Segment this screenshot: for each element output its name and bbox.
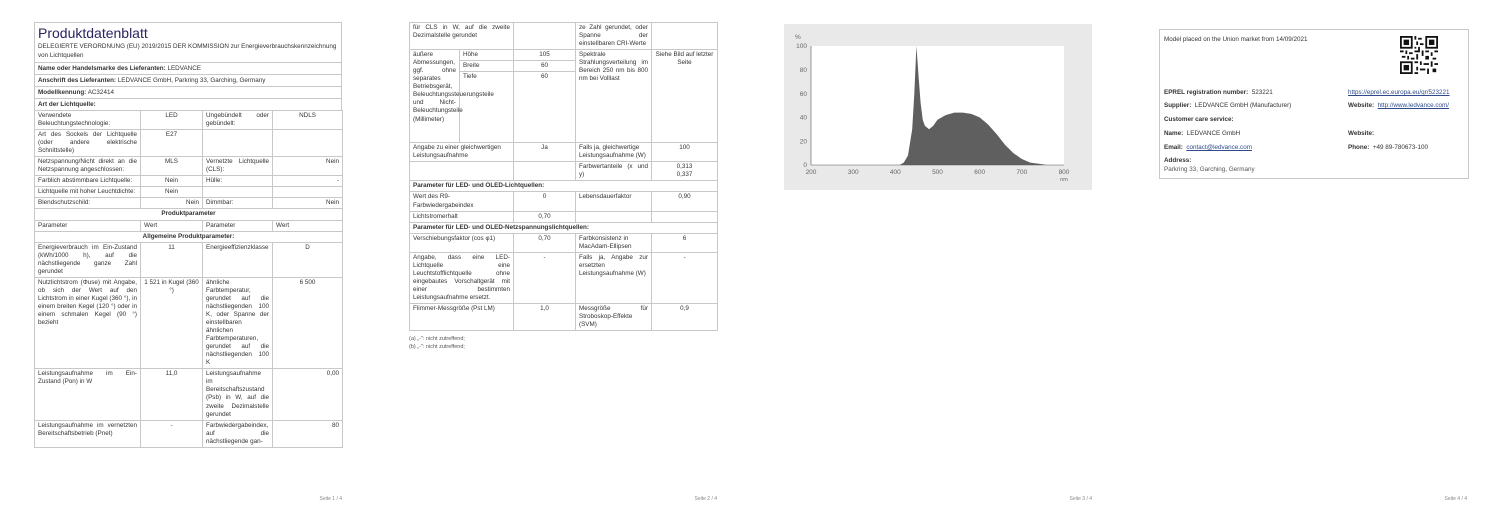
brand-label: Name oder Handelsmarke des Lieferanten: xyxy=(38,65,166,72)
datasheet-page-2 xyxy=(409,22,717,352)
table-row xyxy=(410,192,718,211)
spectral-distribution-chart xyxy=(784,24,1092,190)
cell: ähnliche Farbtemperatur, gerundet auf die nächstliegenden 100 K, oder Spanne der einstellbaren ähnlichen Farbtemperaturen, gerundet auf die nächstliegenden 100 K xyxy=(203,277,273,369)
phone-row xyxy=(1348,144,1428,151)
cell: 0,70 xyxy=(514,211,576,222)
cell: - xyxy=(273,176,343,187)
cell: NDLS xyxy=(273,111,343,130)
table-row xyxy=(35,187,343,198)
spectrum-chart-box xyxy=(784,24,1092,190)
address-label: Anschrift des Lieferanten: xyxy=(38,77,117,84)
cell: Farbkonsistenz in MacAdam-Ellipsen xyxy=(576,233,652,252)
type-label: Art der Lichtquelle: xyxy=(38,101,96,108)
dimensions-label: äußere Abmessungen, ggf. ohne separates Betriebsgerät, Beleuchtungssteuerungsteile und Nicht-Beleuchtungsteile (Millimeter) xyxy=(410,50,460,143)
title-box xyxy=(34,22,342,62)
table-row xyxy=(35,111,343,130)
table-row xyxy=(410,50,718,61)
phone-value: +49 89-780673-100 xyxy=(1372,144,1428,151)
website-row xyxy=(1348,102,1449,109)
cell: Farblich abstimmbare Lichtquelle: xyxy=(35,176,141,187)
customer-care-label: Customer care service: xyxy=(1164,116,1234,123)
name-value: LEDVANCE GmbH xyxy=(1186,130,1241,137)
cell: 1,0 xyxy=(514,304,576,331)
cell: Verschiebungsfaktor (cos φ1) xyxy=(410,233,514,252)
cell xyxy=(514,23,576,50)
model-row xyxy=(34,86,342,98)
y-tick-label: 80 xyxy=(799,67,807,74)
cell: Leistungsaufnahme im Ein-Zustand (Pon) in W xyxy=(35,369,141,420)
column-header: Parameter xyxy=(203,220,273,231)
cell: Höhe xyxy=(460,50,514,61)
x-tick-label: 700 xyxy=(1016,169,1028,176)
cell: Farbwiedergabeindex, auf die nächstliegende gan- xyxy=(203,420,273,447)
cell xyxy=(514,162,576,181)
cell: Energieeffizienzklasse xyxy=(203,242,273,277)
cell: Messgröße für Stroboskop-Effekte (SVM) xyxy=(576,304,652,331)
cell: Lichtquelle mit hoher Leuchtdichte: xyxy=(35,187,141,198)
cell: Falls ja, Angabe zur ersetzten Leistungsaufnahme (W) xyxy=(576,252,652,303)
cell: Wert des R9-Farbwiedergabeindex xyxy=(410,192,514,211)
cell: 60 xyxy=(514,61,576,72)
section-header-row xyxy=(410,222,718,233)
union-market-text: Model placed on the Union market from 14/09/2021 xyxy=(1164,36,1308,43)
cell: Falls ja, gleichwertige Leistungsaufnahme (W) xyxy=(576,143,652,162)
cell: 6 xyxy=(652,233,718,252)
cell: Nutzlichtstrom (Φuse) mit Angabe, ob sich der Wert auf den Lichtstrom in einer Kugel (360 °), in einem breiten Kegel (120 °) oder in einem schmalen Kegel (90 °) bezieht xyxy=(35,277,141,369)
model-label: Modellkennung: xyxy=(38,89,87,96)
parameters-continued-table xyxy=(409,22,718,331)
light-source-type-table xyxy=(34,110,343,448)
cell: Ja xyxy=(514,143,576,162)
page-number: Seite 4 / 4 xyxy=(1444,496,1467,502)
email-link[interactable]: contact@ledvance.com xyxy=(1186,144,1252,151)
table-row xyxy=(35,130,343,157)
x-tick-label: 200 xyxy=(805,169,817,176)
table-row xyxy=(35,198,343,209)
page-4 xyxy=(1125,0,1500,530)
cell: Nein xyxy=(141,187,203,198)
y-tick-label: 100 xyxy=(796,43,807,51)
cell: Flimmer-Messgröße (Pst LM) xyxy=(410,304,514,331)
cell: 0,9 xyxy=(652,304,718,331)
qr-code-icon xyxy=(1400,36,1438,74)
cell: Dimmbar: xyxy=(203,198,273,209)
supplier-value: LEDVANCE GmbH (Manufacturer) xyxy=(1194,102,1292,109)
x-tick-label: 500 xyxy=(932,169,943,176)
table-row xyxy=(410,304,718,331)
cell: Nein xyxy=(141,198,203,209)
cell: 80 xyxy=(273,420,343,447)
table-header-row xyxy=(35,220,343,231)
cell xyxy=(410,162,514,181)
cell xyxy=(652,23,718,50)
cell: - xyxy=(652,252,718,303)
cell: E27 xyxy=(141,130,203,157)
cell: Nein xyxy=(141,176,203,187)
phone-label: Phone: xyxy=(1348,144,1370,151)
cell xyxy=(576,211,652,222)
supplier-label: Supplier: xyxy=(1164,102,1192,109)
cell: Angabe zu einer gleichwertigen Leistungsaufnahme xyxy=(410,143,514,162)
eprel-value: 523221 xyxy=(1251,89,1273,96)
table-row xyxy=(35,176,343,187)
table-row xyxy=(410,23,718,50)
page-number: Seite 1 / 4 xyxy=(319,496,342,502)
table-row xyxy=(410,143,718,162)
y-tick-label: 20 xyxy=(799,138,807,146)
cell: ze Zahl gerundet, oder Spanne der einstellbaren CRI-Werte xyxy=(576,23,652,50)
cell: Ungebündelt oder gebündelt: xyxy=(203,111,273,130)
produktparameter-heading: Produktparameter xyxy=(35,209,343,220)
cell: Vernetzte Lichtquelle (CLS): xyxy=(203,157,273,176)
page-number: Seite 2 / 4 xyxy=(694,496,717,502)
cell: Hülle: xyxy=(203,176,273,187)
cell: Nein xyxy=(273,157,343,176)
page-1 xyxy=(0,0,375,530)
table-row xyxy=(410,252,718,303)
cell xyxy=(652,211,718,222)
x-tick-label: 400 xyxy=(889,169,901,176)
page-number: Seite 3 / 4 xyxy=(1069,496,1092,502)
y-tick-label: 40 xyxy=(799,114,807,122)
eprel-link[interactable]: https://eprel.ec.europa.eu/qr/523221 xyxy=(1348,89,1450,96)
column-header: Wert xyxy=(273,220,343,231)
footnote-b: (b) „-": nicht zutreffend; xyxy=(409,344,465,351)
regulation-subtitle: DELEGIERTE VERORDNUNG (EU) 2019/2015 DER KOMMISSION zur Energieverbrauchskennzeichnung von Lichtquellen xyxy=(38,43,337,59)
y-tick-label: 0 xyxy=(803,162,807,170)
cell: 11 xyxy=(141,242,203,277)
table-row xyxy=(35,277,343,369)
cell: Lebensdauerfaktor xyxy=(576,192,652,211)
cell: 100 xyxy=(652,143,718,162)
cell: Art des Sockels der Lichtquelle (oder andere elektrische Schnittstelle) xyxy=(35,130,141,157)
cell: Tiefe xyxy=(460,72,514,143)
cell: Breite xyxy=(460,61,514,72)
cell: 0,00 xyxy=(273,369,343,420)
cell xyxy=(203,187,273,198)
table-row xyxy=(410,233,718,252)
datasheet-page-1 xyxy=(34,22,342,448)
cell: Energieverbrauch im Ein-Zustand (kWh/1000 h), auf die nächstliegende ganze Zahl gerundet xyxy=(35,242,141,277)
cell: 60 xyxy=(514,72,576,143)
cell: 105 xyxy=(514,50,576,61)
supplier-row xyxy=(1164,102,1291,109)
cell: Blendschutzschild: xyxy=(35,198,141,209)
email-row xyxy=(1164,144,1252,151)
care-name-row xyxy=(1164,130,1240,137)
page-title: Produktdatenblatt xyxy=(38,25,148,41)
cell: Farbwertanteile (x und y) xyxy=(576,162,652,181)
eprel-info-card xyxy=(1159,29,1469,179)
mains-params-heading: Parameter für LED- und OLED-Netzspannungslichtquellen: xyxy=(410,222,718,233)
website-link[interactable]: http://www.ledvance.com/ xyxy=(1377,102,1450,109)
led-params-heading: Parameter für LED- und OLED-Lichtquellen: xyxy=(410,181,718,192)
supplier-address-row xyxy=(34,74,342,86)
cell: - xyxy=(514,252,576,303)
section-header-row xyxy=(35,231,343,242)
cell: 6 500 xyxy=(273,277,343,369)
address-value: LEDVANCE GmbH, Parkring 33, Garching, Germany xyxy=(117,77,266,84)
table-row xyxy=(35,369,343,420)
table-row xyxy=(35,242,343,277)
allgemeine-heading: Allgemeine Produktparameter: xyxy=(35,231,343,242)
cell: Angabe, dass eine LED-Lichtquelle eine Leuchtstofflichtquelle ohne eingebautes Vorschaltgerät mit einer bestimmten Leistungsaufnahme ersetzt. xyxy=(410,252,514,303)
spectral-label: Spektrale Strahlungsverteilung im Bereich 250 nm bis 800 nm bei Volllast xyxy=(576,50,652,143)
care-website-row xyxy=(1348,130,1374,137)
name-label: Name: xyxy=(1164,130,1184,137)
footnote-a: (a) „-": nicht zutreffend; xyxy=(409,336,465,343)
eprel-label: EPREL registration number: xyxy=(1164,89,1249,96)
cell: MLS xyxy=(141,157,203,176)
model-value: AC32414 xyxy=(87,89,114,96)
cell: D xyxy=(273,242,343,277)
cell: Netzspannung/Nicht direkt an die Netzspannung angeschlossen: xyxy=(35,157,141,176)
eprel-row xyxy=(1164,89,1273,96)
email-label: Email: xyxy=(1164,144,1183,151)
cell xyxy=(273,187,343,198)
table-row xyxy=(410,211,718,222)
cell: Verwendete Beleuchtungstechnologie: xyxy=(35,111,141,130)
cell: Leistungsaufnahme im Bereitschaftszustand (Psb) in W, auf die zweite Dezimalstelle gerundet xyxy=(203,369,273,420)
cell: 11,0 xyxy=(141,369,203,420)
x-tick-label: 600 xyxy=(974,169,986,176)
chroma-y: 0,337 xyxy=(676,171,693,179)
type-heading-row xyxy=(34,98,342,110)
cell: 0,70 xyxy=(514,233,576,252)
cell: LED xyxy=(141,111,203,130)
chroma-x: 0,313 xyxy=(676,163,693,171)
table-row xyxy=(35,420,343,447)
column-header: Parameter xyxy=(35,220,141,231)
cell: Nein xyxy=(273,198,343,209)
y-tick-label: 60 xyxy=(799,90,807,98)
page-3 xyxy=(750,0,1125,530)
website2-label: Website: xyxy=(1348,130,1375,137)
section-header-row xyxy=(410,181,718,192)
customer-care-heading xyxy=(1164,116,1234,123)
cell: 0 xyxy=(514,192,576,211)
x-axis-unit-label: nm xyxy=(1060,177,1068,183)
x-tick-label: 300 xyxy=(847,169,859,176)
address-label: Address: xyxy=(1164,157,1192,164)
section-header-row xyxy=(35,209,343,220)
address-row xyxy=(1164,157,1191,164)
cell: Leistungsaufnahme im vernetzten Bereitschaftsbetrieb (Pnet) xyxy=(35,420,141,447)
y-axis-unit-label: % xyxy=(795,34,801,41)
cell: 1 521 in Kugel (360 °) xyxy=(141,277,203,369)
x-tick-label: 800 xyxy=(1058,169,1070,176)
cell xyxy=(203,130,273,157)
cell xyxy=(273,130,343,157)
cell: für CLS in W, auf die zweite Dezimalstelle gerundet xyxy=(410,23,514,50)
spectral-value: Siehe Bild auf letzter Seite xyxy=(652,50,718,143)
cell: 0,90 xyxy=(652,192,718,211)
page-2 xyxy=(375,0,750,530)
brand-value: LEDVANCE xyxy=(167,65,201,72)
chroma-values xyxy=(652,162,718,181)
cell: Lichtstromerhalt xyxy=(410,211,514,222)
table-row xyxy=(410,162,718,181)
cell: - xyxy=(141,420,203,447)
website-label: Website: xyxy=(1348,102,1375,109)
table-row xyxy=(35,157,343,176)
column-header: Wert xyxy=(141,220,203,231)
supplier-brand-row xyxy=(34,62,342,74)
address-value: Parkring 33, Garching, Germany xyxy=(1164,166,1255,173)
